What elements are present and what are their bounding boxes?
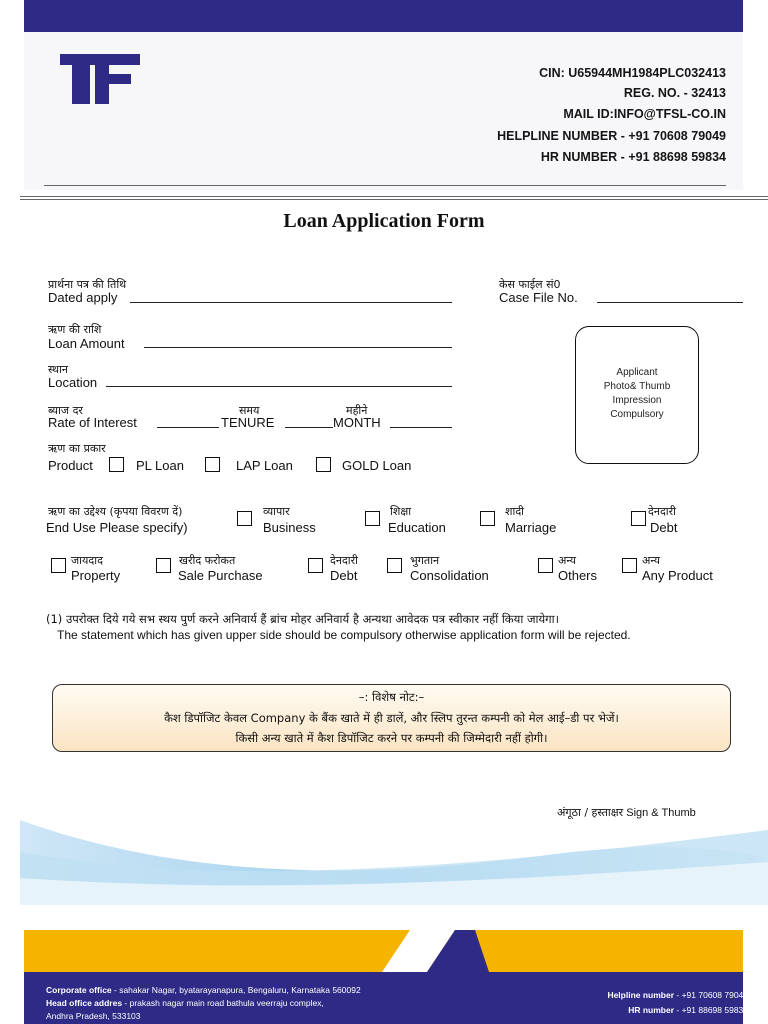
tenure-label-hindi: समय (239, 404, 260, 417)
corporate-office-label: Corporate office (46, 985, 112, 995)
top-banner (24, 0, 743, 32)
interest-label: Rate of Interest (48, 415, 137, 430)
month-label: MONTH (333, 415, 381, 430)
debt-secondary-checkbox[interactable] (308, 558, 323, 573)
head-office-address: - prakash nagar main road bathula veerraju complex, (122, 998, 324, 1008)
month-field[interactable] (390, 427, 452, 428)
property-label: Property (71, 568, 121, 583)
marriage-checkbox[interactable] (480, 511, 495, 526)
sale-purchase-label-hindi: खरीद फरोकत (179, 554, 236, 567)
property-checkbox[interactable] (51, 558, 66, 573)
helpline-number: HELPLINE NUMBER - +91 70608 79049 (497, 129, 726, 143)
business-label-hindi: व्यापार (263, 505, 290, 518)
footer-hr-value: - +91 88698 59834 (674, 1005, 748, 1015)
header-divider (20, 199, 768, 200)
statement-english: The statement which has given upper side should be compulsory otherwise application form will be rejected. (57, 628, 631, 642)
form-title: Loan Application Form (283, 210, 485, 232)
marriage-label: Marriage (505, 520, 557, 535)
location-field[interactable] (106, 386, 452, 387)
others-label: Others (558, 568, 598, 583)
hr-number: HR NUMBER - +91 88698 59834 (540, 150, 726, 164)
education-label-hindi: शिक्षा (390, 505, 412, 518)
tenure-label: TENURE (221, 415, 275, 430)
education-checkbox[interactable] (365, 511, 380, 526)
others-checkbox[interactable] (538, 558, 553, 573)
dated-field[interactable] (130, 302, 452, 303)
lap-loan-checkbox[interactable] (205, 457, 220, 472)
footer-helpline-label: Helpline number (607, 990, 675, 1000)
gold-loan-checkbox[interactable] (316, 457, 331, 472)
footer-helpline (607, 990, 748, 1000)
end-use-label-hindi: ऋण का उद्देश्य (कृपया विवरण दें) (48, 505, 183, 518)
location-label-hindi: स्थान (48, 363, 69, 376)
mail-id: MAIL ID:INFO@TFSL-CO.IN (563, 107, 726, 121)
pl-loan-checkbox[interactable] (109, 457, 124, 472)
others-label-hindi: अन्य (558, 554, 577, 567)
gold-loan-label: GOLD Loan (342, 458, 412, 473)
business-checkbox[interactable] (237, 511, 252, 526)
product-label-hindi: ऋण का प्रकार (48, 442, 106, 455)
property-label-hindi: जायदाद (71, 554, 103, 567)
consolidation-label: Consolidation (410, 568, 489, 583)
debt-secondary-label-hindi: देनदारी (330, 554, 358, 567)
sign-label: Sign & Thumb (626, 807, 696, 819)
header-divider (20, 196, 768, 197)
consolidation-label-hindi: भुगतान (410, 554, 440, 567)
loan-amount-label-hindi: ऋण की राशि (48, 323, 102, 336)
footer-shape (380, 930, 500, 975)
any-product-label-hindi: अन्य (642, 554, 661, 567)
lap-loan-label: LAP Loan (236, 458, 293, 473)
any-product-checkbox[interactable] (622, 558, 637, 573)
case-file-label: Case File No. (499, 290, 578, 305)
case-file-field[interactable] (597, 302, 743, 303)
head-office-address-line-2: Andhra Pradesh, 533103 (46, 1011, 141, 1021)
any-product-label: Any Product (642, 568, 713, 583)
business-label: Business (263, 520, 316, 535)
pl-loan-label: PL Loan (136, 458, 184, 473)
photo-box-caption: Applicant Photo& Thumb Impression Compulsory (603, 367, 671, 420)
footer-hr (628, 1005, 748, 1015)
sale-purchase-label: Sale Purchase (178, 568, 263, 583)
end-use-label: End Use Please specify) (46, 520, 188, 535)
debt-label: Debt (650, 520, 678, 535)
loan-amount-field[interactable] (144, 347, 452, 348)
location-label: Location (48, 375, 98, 390)
interest-field[interactable] (157, 427, 219, 428)
dated-label-hindi: प्रार्थना पत्र की तिथि (48, 278, 127, 291)
footer-helpline-value: - +91 70608 79049 (674, 990, 748, 1000)
footer-hr-label: HR number (628, 1005, 675, 1015)
special-note-line-1: कैश डिपॉजिट केवल Company के बैंक खाते में ही डालें, और स्लिप तुरन्त कम्पनी को मेल आई–डी पर भेजें। (164, 711, 619, 725)
dated-label: Dated apply (48, 290, 118, 305)
month-label-hindi: महीने (346, 404, 368, 417)
sale-purchase-checkbox[interactable] (156, 558, 171, 573)
sign-label-hindi: अंगूठा / हस्ताक्षर (557, 806, 624, 819)
corporate-office (46, 985, 361, 995)
education-label: Education (388, 520, 446, 535)
header-divider (44, 185, 726, 186)
product-label: Product (48, 458, 93, 473)
interest-label-hindi: ब्याज दर (48, 404, 83, 417)
corporate-office-address: - sahakar Nagar, byatarayanapura, Bengaluru, Karnataka 560092 (111, 985, 361, 995)
decorative-wave (20, 760, 768, 905)
debt-checkbox[interactable] (631, 511, 646, 526)
head-office-label: Head office addres (46, 998, 123, 1008)
cin-number: CIN: U65944MH1984PLC032413 (539, 66, 726, 80)
statement-hindi: (1) उपरोक्त दिये गये सभ स्थय पुर्ण करने अनिवार्य हैं ब्रांच मोहर अनिवार्य है अन्यथा आवेदक पत्र स्वीकार नहीं किया जायेगा। (46, 612, 559, 626)
head-office (46, 998, 324, 1008)
marriage-label-hindi: शादी (505, 505, 525, 518)
consolidation-checkbox[interactable] (387, 558, 402, 573)
special-note-title: –: विशेष नोट:– (358, 690, 425, 704)
loan-amount-label: Loan Amount (48, 336, 125, 351)
tenure-field[interactable] (285, 427, 333, 428)
company-logo (60, 54, 140, 104)
case-file-label-hindi: केस फाईल सं0 (499, 278, 561, 291)
registration-number: REG. NO. - 32413 (623, 86, 726, 100)
special-note-line-2: किसी अन्य खाते में कैश डिपॉजिट करने पर कम्पनी की जिम्मेदारी नहीं होगी। (235, 731, 548, 745)
debt-label-hindi: देनदारी (648, 505, 676, 518)
debt-secondary-label: Debt (330, 568, 358, 583)
